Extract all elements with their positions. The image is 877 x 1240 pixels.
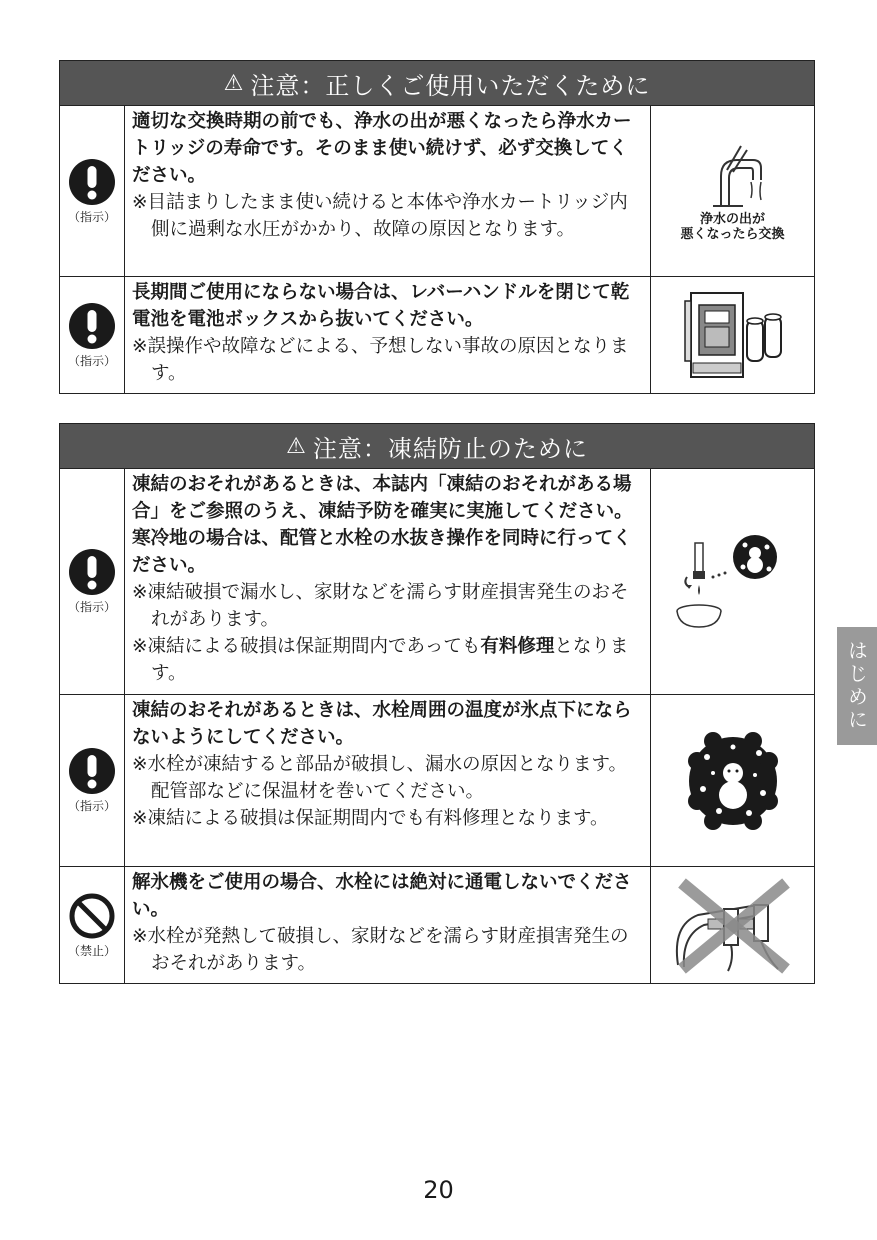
- prohibition-mark: [60, 867, 125, 983]
- section-tab: はじめに: [837, 627, 877, 745]
- instruction-text: 適切な交換時期の前でも、浄水の出が悪くなったら浄水カートリッジの寿命です。そのまま使い続けず、必ず交換してください。: [132, 111, 632, 186]
- battery-box-illustration: [673, 287, 793, 383]
- note-text: ※水栓が発熱して破損し、家財などを濡らす財産損害発生のおそれがあります。: [132, 926, 629, 974]
- illustration: [651, 867, 814, 983]
- caution-row: [60, 277, 814, 393]
- box-header: [60, 424, 814, 469]
- warning-triangle-icon: ⚠: [286, 433, 307, 459]
- drain-illustration: [673, 527, 793, 637]
- illustration: [651, 106, 814, 276]
- caution-box-usage: [59, 60, 815, 394]
- illustration-caption: 浄水の出が: [699, 212, 765, 227]
- caution-row: [60, 106, 814, 277]
- note-text: ※凍結破損で漏水し、家財などを濡らす財産損害発生のおそれがあります。: [132, 582, 629, 630]
- instruction-mark: [60, 277, 125, 393]
- prohibition-icon: [68, 892, 116, 940]
- caution-row: [60, 695, 814, 867]
- note-text: [132, 633, 644, 687]
- note-text-emphasis: 有料修理: [480, 636, 555, 657]
- note-text: ※凍結による破損は保証期間内でも有料修理となります。: [132, 808, 609, 829]
- row-text: [125, 277, 651, 393]
- illustration: [651, 695, 814, 866]
- caution-box-freeze: [59, 423, 815, 984]
- page-number: 20: [423, 1176, 454, 1204]
- row-text: [125, 867, 651, 983]
- snowman-icon: [683, 731, 783, 831]
- no-electric-thaw-illustration: [668, 875, 798, 975]
- instruction-text: 解氷機をご使用の場合、水栓には絶対に通電しないでください。: [132, 872, 632, 920]
- instruction-mark: [60, 469, 125, 694]
- exclamation-icon: [68, 747, 116, 795]
- instruction-text: 長期間ご使用にならない場合は、レバーハンドルを閉じて乾電池を電池ボックスから抜いてください。: [132, 282, 630, 330]
- instruction-mark: [60, 106, 125, 276]
- mark-label: （指示）: [67, 799, 116, 813]
- note-text-part: ※凍結による破損は保証期間内であっても: [132, 636, 481, 657]
- note-text: ※水栓が凍結すると部品が破損し、漏水の原因となります。配管部などに保温材を巻いてください。: [132, 754, 628, 802]
- exclamation-icon: [68, 548, 116, 596]
- box-header: [60, 61, 814, 106]
- mark-label: （指示）: [67, 600, 116, 614]
- instruction-text: 凍結のおそれがあるときは、本誌内「凍結のおそれがある場合」をご参照のうえ、凍結予防を確実に実施してください。寒冷地の場合は、配管と水栓の水抜き操作を同時に行ってください。: [132, 474, 633, 576]
- note-text: ※目詰まりしたまま使い続けると本体や浄水カートリッジ内側に過剰な水圧がかかり、故障の原因となります。: [132, 192, 628, 240]
- box-title: 注意：正しくご使用いただくために: [250, 71, 651, 100]
- row-text: [125, 469, 651, 694]
- mark-label: （指示）: [67, 209, 116, 224]
- box-title: 注意：凍結防止のために: [312, 434, 588, 463]
- caution-row: [60, 867, 814, 983]
- instruction-text: 凍結のおそれがあるときは、水栓周囲の温度が氷点下にならないようにしてください。: [132, 700, 632, 748]
- faucet-illustration: [693, 140, 773, 210]
- mark-label: （指示）: [67, 353, 116, 368]
- row-text: [125, 106, 651, 276]
- illustration: [651, 469, 814, 694]
- warning-triangle-icon: ⚠: [223, 70, 245, 96]
- exclamation-icon: [68, 302, 116, 350]
- instruction-mark: [60, 695, 125, 866]
- row-text: [125, 695, 651, 866]
- note-text: ※誤操作や故障などによる、予想しない事故の原因となります。: [132, 336, 629, 384]
- illustration: [651, 277, 814, 393]
- note-text-part: となります。: [151, 636, 629, 684]
- mark-label: （禁止）: [67, 943, 116, 958]
- exclamation-icon: [68, 158, 116, 206]
- illustration-caption: 悪くなったら交換: [680, 227, 785, 242]
- caution-row: [60, 469, 814, 695]
